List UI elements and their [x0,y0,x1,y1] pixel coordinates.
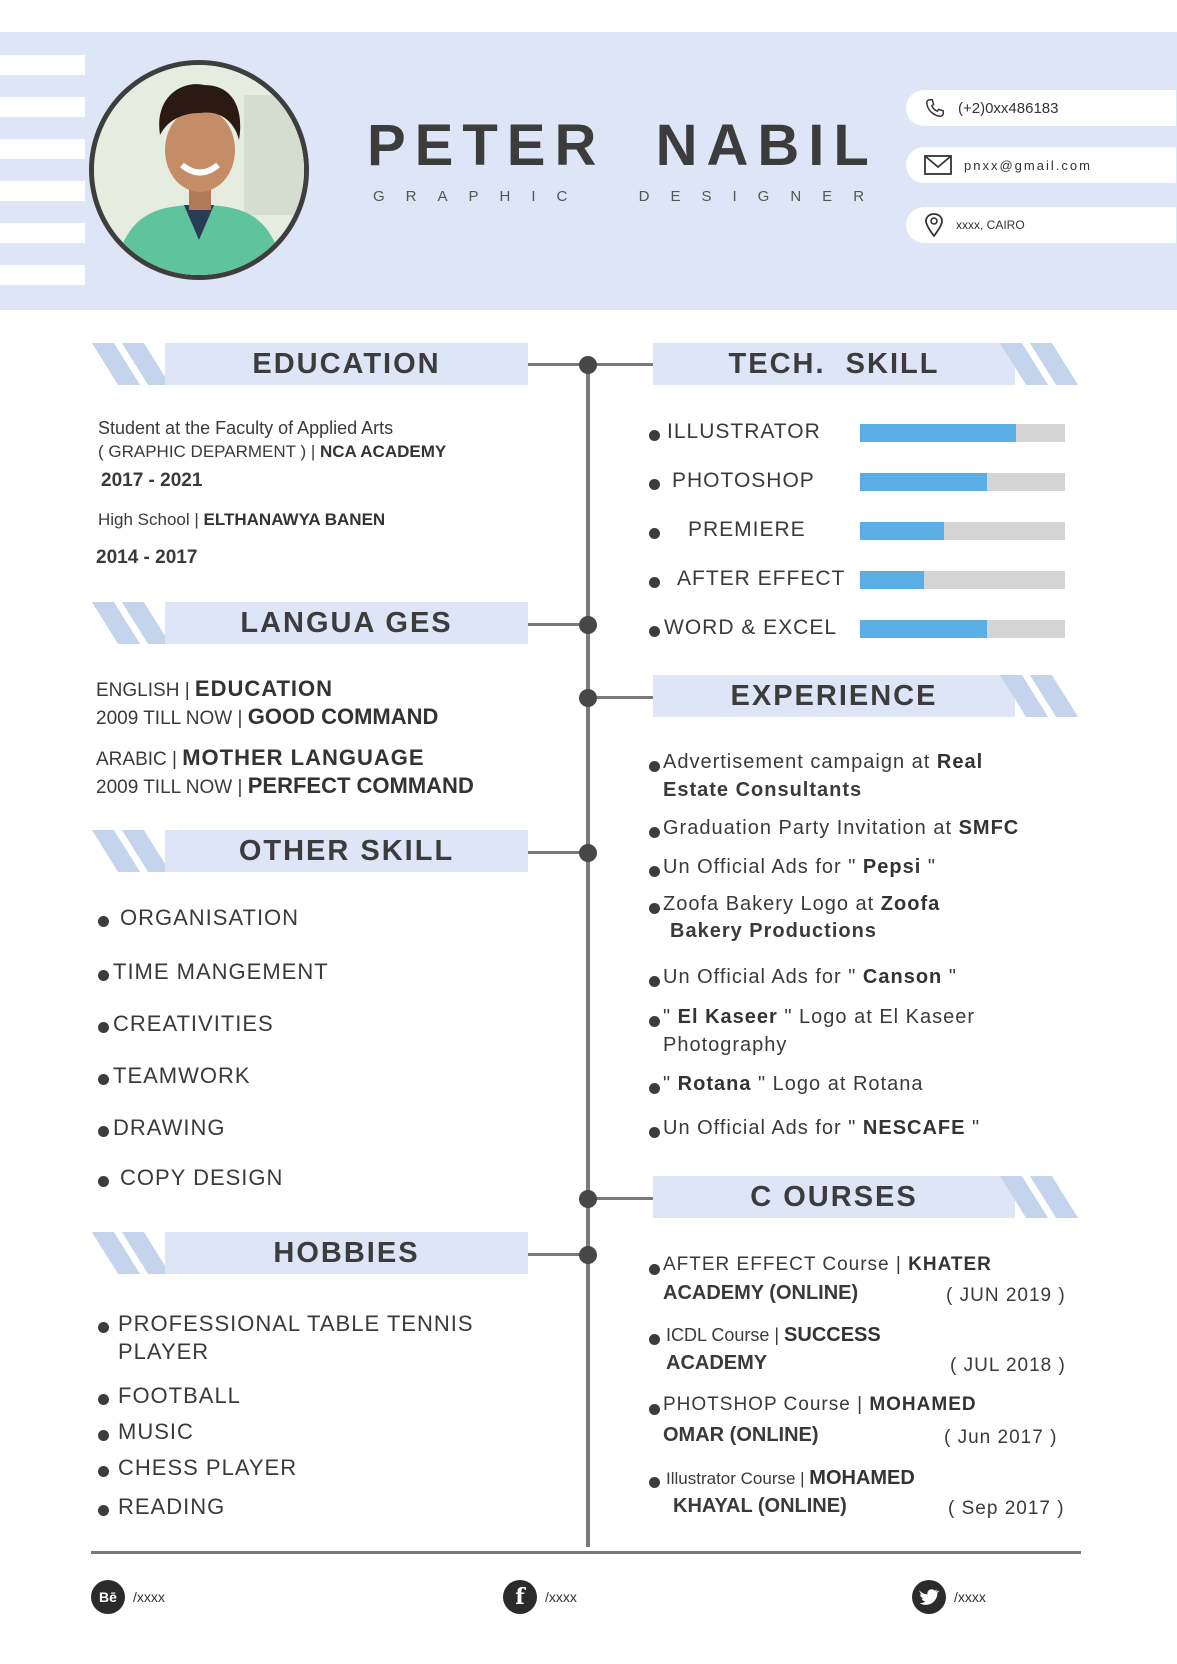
education-years: 2017 - 2021 [101,470,203,491]
bullet [98,970,109,981]
candidate-name: PETER NABIL [367,113,878,178]
twitter-handle: /xxxx [954,1589,986,1605]
bullet [649,903,660,914]
course-item: KHAYAL (ONLINE) [673,1495,847,1517]
bullet [649,1083,660,1094]
bullet [649,1016,660,1027]
twitter-icon [912,1580,946,1614]
ribbon-experience [653,675,1085,717]
skill-bar-after-effect [860,571,1065,589]
timeline-dot [579,616,597,634]
course-date: ( Sep 2017 ) [948,1498,1065,1519]
skill-bar-illustrator [860,424,1065,442]
contact-phone[interactable] [906,90,1176,126]
phone-icon [924,97,946,119]
bullet [649,827,660,838]
skill-bar-fill [860,620,987,638]
section-title-experience: EXPERIENCE [730,680,938,712]
skill-bar-fill [860,522,944,540]
section-title-courses: C OURSES [750,1181,918,1213]
skill-bar-fill [860,473,987,491]
profile-photo [89,60,309,280]
hobby-item: PLAYER [118,1339,210,1364]
timeline-dot [579,689,597,707]
ribbon-languages [95,602,528,644]
skill-bar-photoshop [860,473,1065,491]
ribbon-education [95,343,528,385]
other-skill-item: TIME MANGEMENT [113,959,329,984]
course-item: PHOTSHOP Course | MOHAMED [663,1394,977,1415]
education-item-line: ( GRAPHIC DEPARMENT ) | NCA ACADEMY [98,442,447,461]
section-title-languages: LANGUA GES [240,607,453,639]
course-item: ACADEMY [666,1352,768,1374]
social-facebook[interactable] [503,1580,577,1614]
header-stripe [0,265,85,285]
social-behance[interactable] [91,1580,165,1614]
section-title-tech-skill: TECH. SKILL [728,348,940,380]
bullet [98,1176,109,1187]
course-item: ACADEMY (ONLINE) [663,1282,859,1304]
experience-item: Bakery Productions [670,920,877,942]
course-date: ( Jun 2017 ) [944,1427,1058,1448]
bullet [649,577,660,588]
experience-item: Graduation Party Invitation at SMFC [663,817,1020,839]
bullet [649,1127,660,1138]
timeline-dot [579,844,597,862]
other-skill-item: COPY DESIGN [120,1165,284,1190]
education-item-line: Student at the Faculty of Applied Arts [98,418,394,438]
hobby-item: READING [118,1494,226,1519]
language-line: 2009 TILL NOW | PERFECT COMMAND [96,773,474,798]
skill-bar-fill [860,424,1016,442]
envelope-icon [924,155,952,175]
phone-value: (+2)0xx486183 [958,99,1059,117]
course-item: AFTER EFFECT Course | KHATER [663,1254,992,1275]
skill-bar-fill [860,571,924,589]
header-stripe [0,97,85,117]
bullet [98,916,109,927]
header-stripe [0,181,85,201]
timeline-dot [579,1246,597,1264]
course-item: ICDL Course | SUCCESS [666,1324,881,1346]
experience-item: Estate Consultants [663,779,863,801]
experience-item: " El Kaseer " Logo at El Kaseer [663,1006,976,1028]
hobby-item: CHESS PLAYER [118,1455,298,1480]
education-item-line: High School | ELTHANAWYA BANEN [98,510,386,529]
social-twitter[interactable] [912,1580,986,1614]
tech-skill-name: WORD & EXCEL [664,616,838,639]
language-line: ARABIC | MOTHER LANGUAGE [96,745,425,770]
other-skill-item: DRAWING [113,1115,226,1140]
section-title-hobbies: HOBBIES [273,1237,420,1269]
other-skill-item: TEAMWORK [113,1063,251,1088]
header-stripe [0,139,85,159]
course-date: ( JUN 2019 ) [946,1285,1066,1306]
job-title: GRAPHIC DESIGNER [373,188,886,205]
connector [588,363,653,366]
facebook-handle: /xxxx [545,1589,577,1605]
bullet [649,866,660,877]
bullet [649,1334,660,1345]
bullet [98,1022,109,1033]
tech-skill-name: AFTER EFFECT [677,567,846,590]
bullet [649,1477,660,1488]
location-value: xxxx, CAIRO [956,218,1025,232]
contact-email[interactable] [906,147,1176,183]
other-skill-item: ORGANISATION [120,905,300,930]
experience-item: Zoofa Bakery Logo at Zoofa [663,893,941,915]
course-item: OMAR (ONLINE) [663,1424,819,1446]
ribbon-other-skill [95,830,528,872]
timeline-line [586,360,590,1547]
bullet [649,479,660,490]
contact-location[interactable] [906,207,1176,243]
course-item: Illustrator Course | MOHAMED [666,1467,915,1489]
experience-item: Photography [663,1034,788,1056]
ribbon-tech-skill [653,343,1085,385]
ribbon-hobbies [95,1232,528,1274]
experience-item: Un Official Ads for " NESCAFE " [663,1117,981,1139]
section-title-education: EDUCATION [252,348,441,380]
bullet [98,1505,109,1516]
language-line: ENGLISH | EDUCATION [96,676,334,701]
tech-skill-name: PREMIERE [688,518,806,541]
hobby-item: MUSIC [118,1419,194,1444]
header-stripe [0,55,85,75]
experience-item: Advertisement campaign at Real [663,751,984,773]
email-value: pnxx@gmail.com [964,157,1092,173]
connector [588,1197,653,1200]
tech-skill-name: PHOTOSHOP [672,469,815,492]
education-years: 2014 - 2017 [96,547,198,568]
bullet [98,1394,109,1405]
experience-item: " Rotana " Logo at Rotana [663,1073,924,1095]
bullet [649,761,660,772]
timeline-dot [579,1190,597,1208]
hobby-item: FOOTBALL [118,1383,241,1408]
bullet [649,626,660,637]
bullet [98,1430,109,1441]
ribbon-courses [653,1176,1085,1218]
bullet [98,1074,109,1085]
hobby-item: PROFESSIONAL TABLE TENNIS [118,1311,474,1336]
skill-bar-word-excel [860,620,1065,638]
behance-icon: Bē [91,1580,125,1614]
experience-item: Un Official Ads for " Pepsi " [663,856,936,878]
header-stripe [0,223,85,243]
bullet [649,1404,660,1415]
bullet [649,1264,660,1275]
course-date: ( JUL 2018 ) [950,1355,1066,1376]
bullet [98,1126,109,1137]
other-skill-item: CREATIVITIES [113,1011,274,1036]
bullet [649,430,660,441]
footer-line [91,1551,1081,1554]
bullet [98,1466,109,1477]
facebook-icon: f [503,1580,537,1614]
section-title-other-skill: OTHER SKILL [238,835,455,867]
bullet [98,1322,109,1333]
bullet [649,976,660,987]
tech-skill-name: ILLUSTRATOR [667,420,821,443]
timeline-dot [579,356,597,374]
experience-item: Un Official Ads for " Canson " [663,966,957,988]
map-pin-icon [924,213,944,237]
language-line: 2009 TILL NOW | GOOD COMMAND [96,704,439,729]
bullet [649,528,660,539]
connector [588,696,653,699]
skill-bar-premiere [860,522,1065,540]
behance-handle: /xxxx [133,1589,165,1605]
